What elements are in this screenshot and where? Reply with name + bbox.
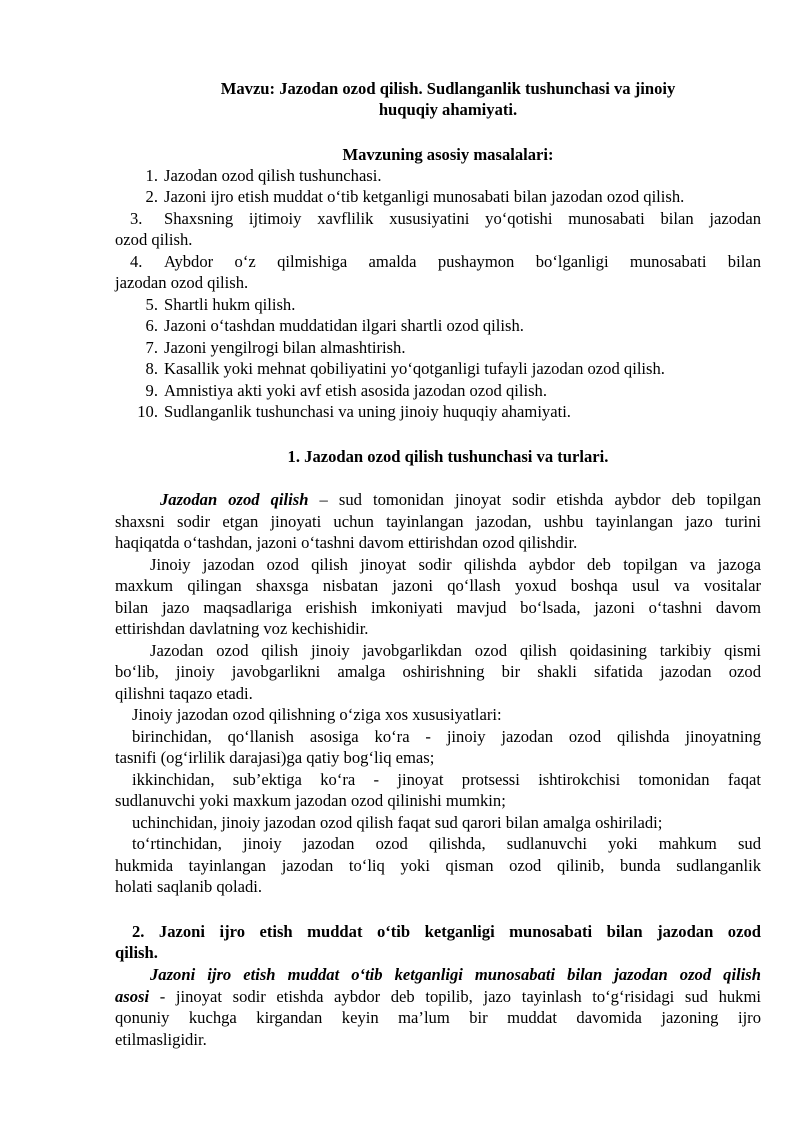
issue-text: Shaxsning ijtimoiy xavflilik xususiyatini yo‘qotishi munosabati bilan jazodan: [164, 209, 761, 228]
issue-item: [130, 208, 761, 229]
issue-number: 5.: [145, 295, 158, 314]
issue-item: [130, 165, 761, 186]
definition-text: - jinoyat sodir etishda aybdor deb topilib, jazo tayinlash to‘g‘risidagi sud hukmi: [149, 987, 761, 1006]
issue-item-continuation: ozod qilish.: [115, 230, 193, 249]
issue-item: [130, 186, 761, 207]
body-line: etilmasligidir.: [115, 1030, 207, 1049]
document-title-line-2: huquqiy ahamiyati.: [378, 100, 518, 119]
issue-number: 3.: [130, 209, 143, 228]
issue-number: 6.: [145, 316, 158, 335]
issue-item-continuation: jazodan ozod qilish.: [115, 273, 249, 292]
body-line: Jinoiy jazodan ozod qilish jinoyat sodir qilishda aybdor deb topilgan va jazoga: [150, 555, 761, 574]
issue-text: Aybdor o‘z qilmishiga amalda pushaymon bo‘lganligi munosabati bilan: [164, 252, 761, 271]
defined-term: Jazoni ijro etish muddat o‘tib ketganligi munosabati bilan jazodan ozod qilish: [150, 965, 761, 984]
body-line: Jazodan ozod qilish jinoiy javobgarlikdan ozod qilish qoidasining tarkibiy qismi: [150, 641, 761, 660]
issue-text: Jazoni ijro etish muddat o‘tib ketganligi munosabati bilan jazodan ozod qilish.: [164, 187, 685, 206]
issue-item: [130, 315, 761, 336]
body-line: to‘rtinchidan, jinoiy jazodan ozod qilishda, sudlanuvchi yoki mahkum sud: [132, 834, 761, 853]
issue-text: Jazodan ozod qilish tushunchasi.: [164, 166, 382, 185]
body-line: tasnifi (og‘irlilik darajasi)ga qatiy bog‘liq emas;: [115, 748, 435, 767]
body-line: uchinchidan, jinoiy jazodan ozod qilish faqat sud qarori bilan amalga oshiriladi;: [132, 813, 663, 832]
issue-text: Jazoni o‘tashdan muddatidan ilgari shartli ozod qilish.: [164, 316, 524, 335]
body-line: sudlanuvchi yoki maxkum jazodan ozod qilinishi mumkin;: [115, 791, 506, 810]
issue-number: 4.: [130, 252, 143, 271]
issue-text: Sudlanganlik tushunchasi va uning jinoiy huquqiy ahamiyati.: [164, 402, 571, 421]
issue-item: [130, 251, 761, 272]
definition-text: – sud tomonidan jinoyat sodir etishda aybdor deb topilgan: [308, 490, 761, 509]
issue-number: 8.: [145, 359, 158, 378]
issue-number: 7.: [145, 338, 158, 357]
definition-paragraph: [115, 986, 761, 1007]
body-line: qilishni taqazo etadi.: [115, 684, 253, 703]
defined-term: asosi: [115, 987, 150, 1006]
issue-text: Kasallik yoki mehnat qobiliyatini yo‘qotganligi tufayli jazodan ozod qilish.: [164, 359, 665, 378]
issues-heading: Mavzuning asosiy masalalari:: [342, 145, 554, 164]
body-line: Jinoiy jazodan ozod qilishning o‘ziga xos xususiyatlari:: [132, 705, 502, 724]
section-2-heading-line-1: 2. Jazoni ijro etish muddat o‘tib ketganligi munosabati bilan jazodan ozod: [132, 922, 761, 941]
issue-text: Jazoni yengilrogi bilan almashtirish.: [164, 338, 406, 357]
issue-item: [130, 294, 761, 315]
body-line: qonuniy kuchga kirgandan keyin ma’lum bir muddat davomida jazoning ijro: [115, 1008, 761, 1027]
body-line: ettirishdan davlatning voz kechishidir.: [115, 619, 369, 638]
section-1-heading: 1. Jazodan ozod qilish tushunchasi va turlari.: [287, 447, 609, 466]
body-line: birinchidan, qo‘llanish asosiga ko‘ra - jinoiy jazodan ozod qilishda jinoyatning: [132, 727, 761, 746]
issue-text: Shartli hukm qilish.: [164, 295, 296, 314]
issue-item: [130, 358, 761, 379]
issue-item: [130, 401, 761, 422]
issue-item: [130, 380, 761, 401]
issue-number: 9.: [145, 381, 158, 400]
body-line: shaxsni sodir etgan jinoyati uchun tayinlangan jazodan, ushbu tayinlangan jazo turini: [115, 512, 761, 531]
issue-number: 10.: [137, 402, 158, 421]
issue-number: 2.: [145, 187, 158, 206]
body-line: holati saqlanib qoladi.: [115, 877, 263, 896]
issue-text: Amnistiya akti yoki avf etish asosida jazodan ozod qilish.: [164, 381, 547, 400]
defined-term: Jazodan ozod qilish: [160, 490, 309, 509]
section-2-heading-line-2: qilish.: [115, 943, 158, 962]
issue-number: 1.: [145, 166, 158, 185]
document-title-line-1: Mavzu: Jazodan ozod qilish. Sudlanganlik tushunchasi va jinoiy: [220, 79, 676, 98]
body-line: bo‘lib, jinoiy javobgarlikni amalga oshirishning bir shakli sifatida jazodan ozod: [115, 662, 761, 681]
body-line: bilan jazo maqsadlariga erishish imkoniyati mavjud bo‘lsada, jazoni o‘tashni davom: [115, 598, 761, 617]
definition-paragraph: [160, 489, 761, 510]
body-line: haqiqatda o‘tashdan, jazoni o‘tashni davom ettirishdan ozod qilishdir.: [115, 533, 578, 552]
body-line: maxkum qilingan shaxsga nisbatan jazoni qo‘llash yoxud boshqa usul va vositalar: [115, 576, 761, 595]
issue-item: [130, 337, 761, 358]
body-line: hukmida tayinlangan jazodan to‘liq yoki qisman ozod qilinib, bunda sudlanganlik: [115, 856, 761, 875]
body-line: ikkinchidan, sub’ektiga ko‘ra - jinoyat protsessi ishtirokchisi tomonidan faqat: [132, 770, 761, 789]
